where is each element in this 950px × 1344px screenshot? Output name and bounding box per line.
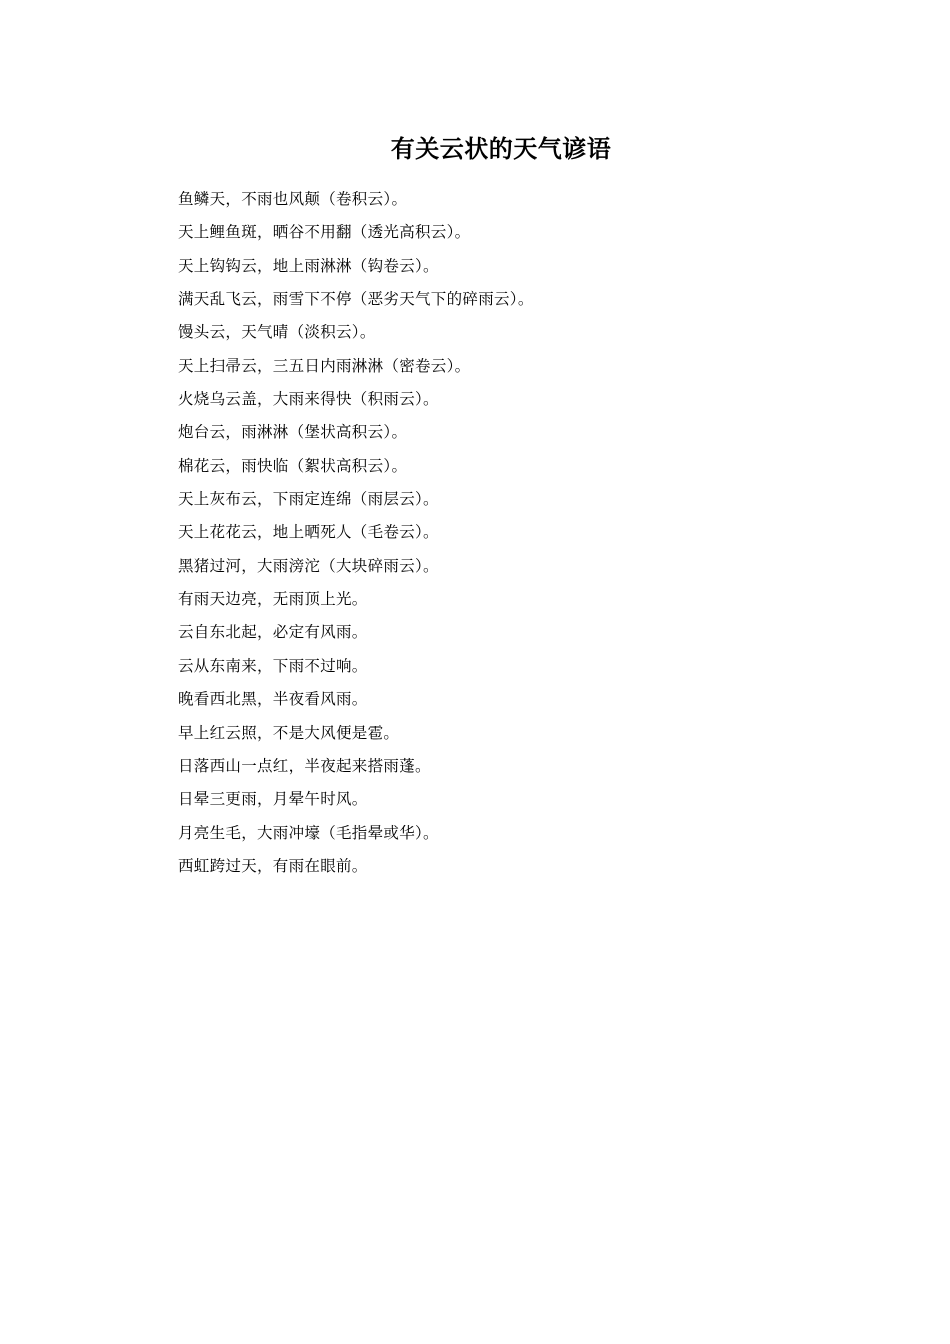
proverb-line: 鱼鳞天，不雨也风颠（卷积云）。 (178, 190, 408, 208)
proverb-line: 馒头云，天气晴（淡积云）。 (178, 323, 376, 342)
proverb-line: 满天乱飞云，雨雪下不停（恶劣天气下的碎雨云）。 (178, 290, 534, 309)
proverb-line: 云自东北起，必定有风雨。 (178, 623, 368, 642)
proverb-line: 炮台云，雨淋淋（堡状高积云）。 (178, 423, 408, 442)
document-title: 有关云状的天气谚语 (390, 134, 612, 163)
proverb-line: 天上扫帚云，三五日内雨淋淋（密卷云）。 (178, 356, 471, 375)
proverb-line: 云从东南来，下雨不过响。 (178, 656, 368, 675)
proverb-line: 火烧乌云盖，大雨来得快（积雨云）。 (178, 390, 439, 409)
proverb-line: 黑猪过河，大雨滂沱（大块碎雨云）。 (178, 556, 439, 575)
proverb-line: 晚看西北黑，半夜看风雨。 (178, 690, 368, 709)
proverb-line: 天上灰布云，下雨定连绵（雨层云）。 (178, 490, 439, 509)
proverb-line: 日晕三更雨，月晕午时风。 (178, 790, 368, 809)
proverb-line: 早上红云照，不是大风便是雹。 (178, 723, 400, 742)
proverb-line: 天上鲤鱼斑，晒谷不用翻（透光高积云）。 (178, 223, 471, 242)
proverb-line: 天上钩钩云，地上雨淋淋（钩卷云）。 (178, 256, 439, 275)
proverb-line: 有雨天边亮，无雨顶上光。 (178, 590, 368, 609)
proverb-line: 日落西山一点红，半夜起来搭雨蓬。 (178, 756, 431, 775)
proverb-line: 月亮生毛，大雨冲壕（毛指晕或华）。 (178, 823, 439, 842)
proverb-line: 西虹跨过天，有雨在眼前。 (178, 856, 368, 875)
proverb-list (178, 186, 534, 886)
proverb-line: 天上花花云，地上晒死人（毛卷云）。 (178, 523, 439, 542)
proverb-line: 棉花云，雨快临（絮状高积云）。 (178, 456, 408, 475)
